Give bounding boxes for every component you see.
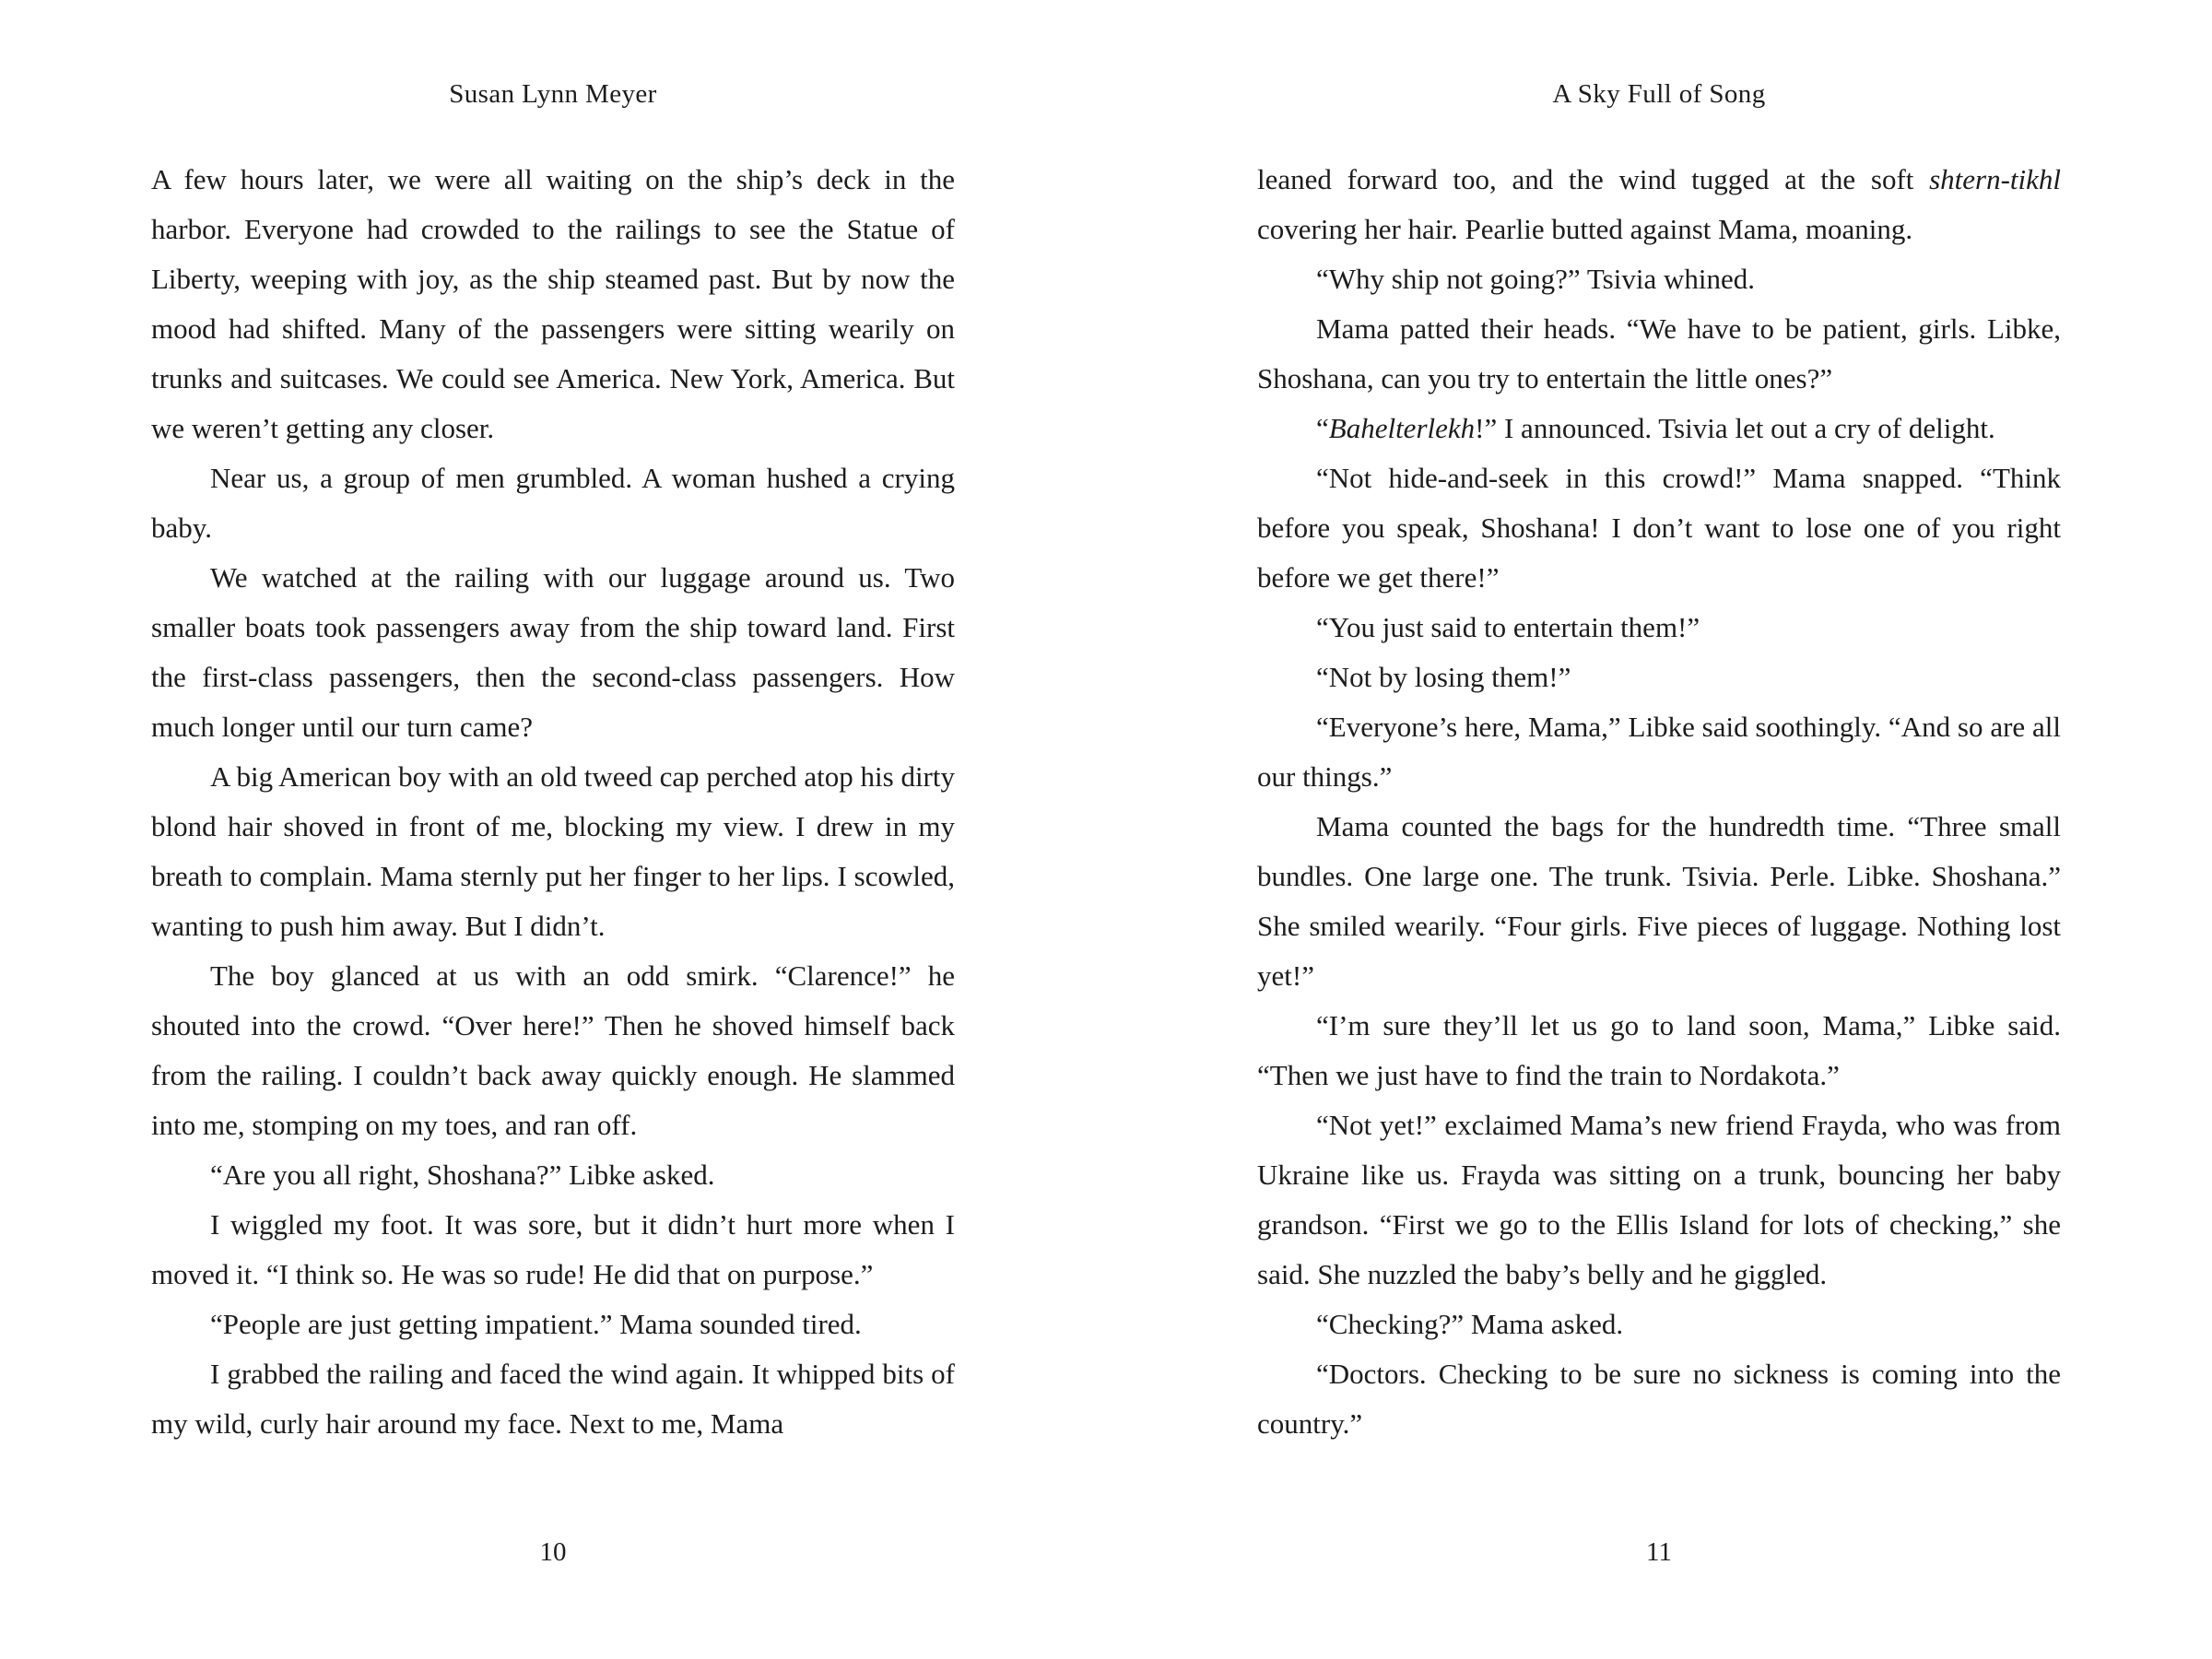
left-page-number: 10 (539, 1537, 567, 1567)
paragraph (151, 1349, 955, 1449)
paragraph (1257, 653, 2061, 702)
text-run: “Not hide-and-seek in this crowd!” Mama snapped. “Think before you speak, Shoshana! I don’t want to lose one of you right before we get there!” (1257, 462, 2061, 594)
paragraph (1257, 1300, 2061, 1349)
paragraph (151, 155, 955, 453)
text-run: covering her hair. Pearlie butted against Mama, moaning. (1257, 213, 1913, 245)
paragraph (151, 1150, 955, 1200)
text-run: “ (1316, 412, 1329, 444)
paragraph (1257, 802, 2061, 1001)
paragraph (151, 1200, 955, 1300)
text-run: I grabbed the railing and faced the wind again. It whipped bits of my wild, curly hair around my face. Next to me, Mama (151, 1358, 955, 1440)
paragraph (1257, 1100, 2061, 1300)
paragraph (1257, 453, 2061, 603)
right-page-running-header: A Sky Full of Song (1552, 79, 1766, 109)
text-run: Mama patted their heads. “We have to be patient, girls. Libke, Shoshana, can you try to entertain the little ones?” (1257, 312, 2061, 394)
paragraph (1257, 702, 2061, 802)
italic-text-run: Bahelterlekh (1328, 412, 1476, 444)
text-run: A few hours later, we were all waiting on the ship’s deck in the harbor. Everyone had crowded to the railings to see the Statue of Liberty, weeping with joy, as the ship steamed past. But by now the mood had shifted. Many of the passengers were sitting wearily on trunks and suitcases. We could see America. New York, America. But we weren’t getting any closer. (151, 163, 955, 444)
text-run: “Why ship not going?” Tsivia whined. (1316, 263, 1755, 295)
text-run: “People are just getting impatient.” Mama sounded tired. (210, 1308, 862, 1340)
text-run: “Are you all right, Shoshana?” Libke asked. (210, 1159, 715, 1191)
paragraph (1257, 1001, 2061, 1100)
paragraph (151, 951, 955, 1150)
text-run: “Checking?” Mama asked. (1316, 1308, 1624, 1340)
italic-text-run: shtern-tikhl (1929, 163, 2061, 195)
paragraph (151, 752, 955, 951)
text-run: !” I announced. Tsivia let out a cry of delight. (1475, 412, 1995, 444)
text-run: A big American boy with an old tweed cap perched atop his dirty blond hair shoved in front of me, blocking my view. I drew in my breath to complain. Mama sternly put her finger to her lips. I scowled, wanting to push him away. But I didn’t. (151, 760, 955, 942)
text-run: “Not yet!” exclaimed Mama’s new friend Frayda, who was from Ukraine like us. Frayda was sitting on a trunk, bouncing her baby grandson. “First we go to the Ellis Island for lots of checking,” she said. She nuzzled the baby’s belly and he giggled. (1257, 1109, 2061, 1290)
left-page-text-block (151, 155, 955, 1449)
text-run: leaned forward too, and the wind tugged at the soft (1257, 163, 1930, 195)
right-page-number: 11 (1646, 1537, 1672, 1567)
text-run: “Not by losing them!” (1316, 661, 1571, 693)
paragraph (1257, 1349, 2061, 1449)
text-run: “You just said to entertain them!” (1316, 611, 1700, 643)
text-run: We watched at the railing with our luggage around us. Two smaller boats took passengers away from the ship toward land. First the first-class passengers, then the second-class passengers. How much longer until our turn came? (151, 561, 955, 743)
paragraph (1257, 304, 2061, 404)
paragraph (1257, 254, 2061, 304)
paragraph (1257, 404, 2061, 453)
text-run: The boy glanced at us with an odd smirk. “Clarence!” he shouted into the crowd. “Over here!” Then he shoved himself back from the railing. I couldn’t back away quickly enough. He slammed into me, stomping on my toes, and ran off. (151, 959, 955, 1141)
text-run: “Everyone’s here, Mama,” Libke said soothingly. “And so are all our things.” (1257, 711, 2061, 793)
paragraph (151, 553, 955, 752)
text-run: “Doctors. Checking to be sure no sickness is coming into the country.” (1257, 1358, 2061, 1440)
right-page-text-block (1257, 155, 2061, 1449)
paragraph (151, 453, 955, 553)
text-run: I wiggled my foot. It was sore, but it didn’t hurt more when I moved it. “I think so. He was so rude! He did that on purpose.” (151, 1208, 955, 1290)
text-run: Mama counted the bags for the hundredth time. “Three small bundles. One large one. The trunk. Tsivia. Perle. Libke. Shoshana.” She smiled wearily. “Four girls. Five pieces of luggage. Nothing lost yet!” (1257, 810, 2061, 992)
left-page-running-header: Susan Lynn Meyer (449, 79, 657, 109)
text-run: “I’m sure they’ll let us go to land soon, Mama,” Libke said. “Then we just have to find the train to Nordakota.” (1257, 1009, 2061, 1091)
right-page (1106, 0, 2212, 1659)
paragraph (1257, 603, 2061, 653)
paragraph (1257, 155, 2061, 254)
text-run: Near us, a group of men grumbled. A woman hushed a crying baby. (151, 462, 955, 544)
paragraph (151, 1300, 955, 1349)
